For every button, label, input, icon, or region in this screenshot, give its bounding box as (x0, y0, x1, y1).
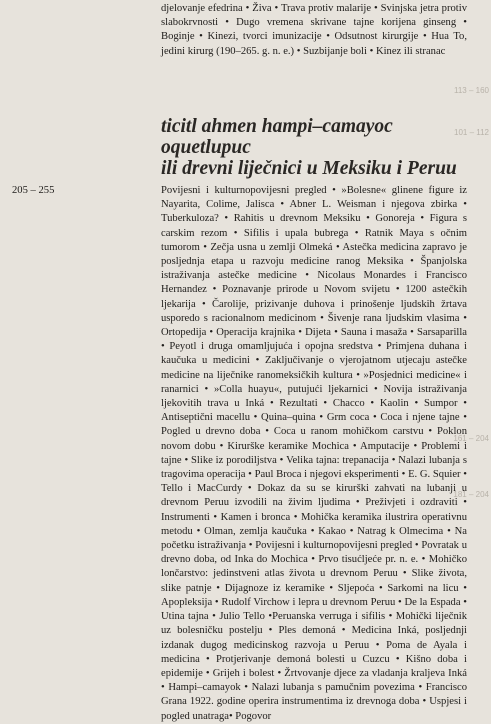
show-through-text: 161 – 204 (453, 434, 489, 443)
show-through-text: 113 – 160 (454, 86, 489, 95)
page-range: 205 – 255 (12, 185, 55, 196)
show-through-text: 101 – 112 (454, 128, 489, 137)
section-title-line-2: ili drevni liječnici u Meksiku i Peruu (161, 158, 457, 179)
section-title-line-1: ticitl ahmen hampi–camayoc oquetlupuc (161, 116, 393, 158)
section-title (161, 116, 486, 179)
show-through-text: 181 – 204 (453, 490, 489, 499)
previous-section-paragraph: djelovanje efedrina • Živa • Trava protiv malarije • Svinjska jetra protiv slabokrvnosti • Dugo vremena skrivane tajne korijena ginseng • Boginje • Kinezi, tvorci imunizacije • Odsutnost kirurgije • Hua To, jedini kirurg (190–265. g. n. e.) • Suzbijanje boli • Kinez ili stranac (161, 3, 467, 57)
section-summary-paragraph: Povijesni i kulturnopovijesni pregled • »Bolesne« glinene figure iz Nayarita, Colime, Jalisca • Abner L. Weisman i njegova zbirka • Tuberkuloza? • Rahitis u drevnom Meksiku • Gonoreja • Figura s carskim rezom • Sifilis i upala bubrega • Ratnik Maya s očnim tumorom • Zečja usna u zemlji Olmeká • Astečka medicina zapravo je posljednja etapa u razvoju medicine ranog Meksika • Španjolska istraživanja astečke medicine • Nicolaus Monardes i Francisco Hernandez • Poznavanje prirode u Novom svijetu • 1200 astečkih ljekarija • Čarolije, prizivanje duhova i prinošenje ljudskih žrtava usporedo s racionalnom medicinom • Šivenje rana ljudskim vlasima • Ortopedija • Operacija krajnika • Dijeta • Sauna i masaža • Sarsaparilla • Peyotl i druga omamljujuća i opojna sredstva • Primjena duhana i kaučuka u medicini • Zaključivanje o vjerojatnom utjecaju astečke medicine na liječnike ranomeksičkih kultura • »Posjednici medicine« i ranarnici • »Colla huayu«, putujući ljekarnici • Novija istraživanja ljekovitih trava u Inká • Rezultati • Chacco • Kaolin • Sumpor • Antiseptični macellu • Quina–quina • Grm coca • Coca i njene tajne • Pogled u drevno doba • Coca u ranom mohičkom carstvu • Poklon novom dobu • Kirurške keramike Mochica • Amputacije • Problemi i tajne • Slike iz porodiljstva • Velika tajna: trepanacija • Nalazi lubanja s tragovima operacija • Paul Broca i njegovi eksperimenti • E. G. Squier • Tello i MacCurdy • Dokaz da su se kirurški zahvati na lubanji u drevnom Peruu izvodili na živim ljudima • Preživjeti i ozdraviti • Instrumenti • Kamen i bronca • Mohička keramika ilustrira operativnu metodu • Olman, zemlja kaučuka • Kakao • Natrag k Olmecima • Na početku istraživanja • Povijesni i kulturnopovijesni pregled • Povratak u drevno doba, od Inka do Mochica • Prvo tisućljeće pr. n. e. • Mohičko lončarstvo: jedinstveni atlas života u drevnom Peruu • Slike života, slike patnje • Dijagnoze iz keramike • Sljepoća • Sarkomi na licu • Apopleksija • Rudolf Virchow i lepra u drevnom Peruu • De la Espada • Utina tajna • Julio Tello •Peruanska verruga i sifilis • Mohički liječnik uz bolesničku postelju • Ples demoná • Medicina Inká, posljednji izdanak dugog medicinskog razvoja u Peruu • Poma de Ayala i medicina • Protjerivanje demoná bolesti u Cuzcu • Kišno doba i epidemije • Grijeh i bolest • Žrtvovanje djece za vladanja kraljeva Inká • Hampi–camayok • Nalazi lubanja s pamučnim povezima • Francisco Grana 1922. godine operira instrumentima iz drevnoga doba • Uspjesi i pogled unatraga• Pogovor (161, 185, 467, 722)
